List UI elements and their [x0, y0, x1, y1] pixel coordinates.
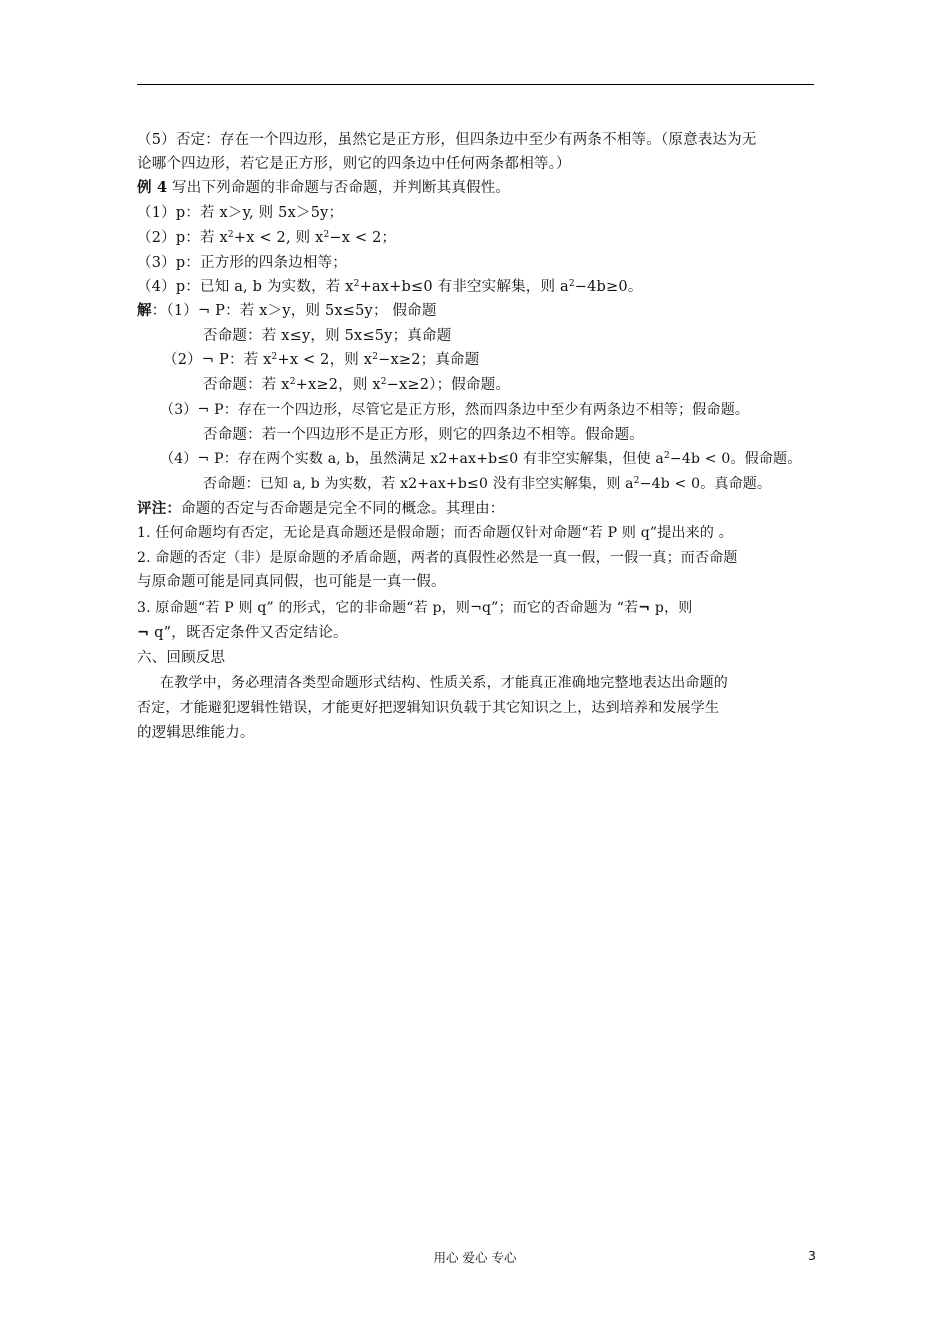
text-span: 六、回顾反思 [137, 650, 226, 666]
text-span: p，则 [650, 600, 693, 616]
text-span: +x < 2, 则 x [233, 230, 324, 246]
superscript: 2 [353, 279, 360, 289]
comment-label: 评注： [137, 500, 182, 517]
text-span: +x < 2，则 x [277, 352, 373, 368]
text-line [137, 546, 738, 570]
text-line [203, 324, 451, 348]
text-span: （4）p：已知 a, b 为实数，若 x [137, 279, 354, 295]
text-span: −x≥2；真命题 [378, 352, 480, 368]
text-line [203, 423, 644, 447]
text-span: 否命题：若 x [203, 377, 290, 393]
text-span: 否命题：若一个四边形不是正方形，则它的四条边不相等。假命题。 [203, 427, 644, 443]
superscript: 2 [633, 476, 640, 486]
text-span: +x≥2，则 x [295, 377, 381, 393]
text-span: 在教学中，务必理清各类型命题形式结构、性质关系，才能真正准确地完整地表达出命题的 [160, 675, 728, 691]
superscript: 2 [289, 377, 296, 387]
negation-symbol: ¬ [137, 625, 150, 641]
text-span: q”，既否定条件又否定结论。 [149, 625, 348, 641]
text-span: 1. 任何命题均有否定，无论是真命题还是假命题；而否命题仅针对命题“若 P 则 q”提出来的 。 [137, 525, 733, 541]
text-span: −4b < 0。真命题。 [639, 476, 772, 492]
header-rule [137, 84, 814, 85]
superscript: 2 [271, 352, 278, 362]
text-line [137, 721, 255, 745]
text-line [137, 251, 347, 275]
text-span: （3）¬ P：存在一个四边形，尽管它是正方形，然而四条边中至少有两条边不相等；假命题。 [160, 402, 750, 418]
page-number: 3 [808, 1248, 816, 1263]
section-heading [137, 646, 225, 670]
text-span: （1）p：若 x＞y, 则 5x＞5y； [137, 205, 344, 221]
text-span: 3. 原命题“若 P 则 q” 的形式，它的非命题“若 p，则¬q”；而它的否命题为 “若 [137, 600, 639, 616]
text-line [137, 696, 719, 720]
text-span: ：（1）¬ P：若 x＞y，则 5x≤5y； 假命题 [151, 303, 437, 319]
solution-label: 解 [137, 302, 152, 319]
text-span: −4b≥0。 [574, 279, 643, 295]
superscript: 2 [323, 230, 330, 240]
text-span: +ax+b≤0 有非空实解集，则 a [359, 279, 569, 295]
text-span: 的逻辑思维能力。 [137, 725, 255, 741]
text-span: 论哪个四边形，若它是正方形，则它的四条边中任何两条都相等。） [137, 156, 571, 172]
page-footer: 用心 爱心 专心 [433, 1250, 517, 1265]
text-span: 否命题：若 x≤y，则 5x≤5y；真命题 [203, 328, 452, 344]
text-line [137, 275, 643, 299]
example-label: 例 4 [137, 179, 168, 196]
superscript: 2 [663, 451, 670, 461]
text-line [137, 621, 348, 645]
text-span: −x≥2）；假命题。 [386, 377, 511, 393]
text-span: 2. 命题的否定（非）是原命题的矛盾命题，两者的真假性必然是一真一假，一假一真；而否命题 [137, 550, 738, 566]
example-heading [137, 176, 510, 200]
text-span: −4b < 0。假命题。 [669, 451, 802, 467]
superscript: 2 [568, 279, 575, 289]
text-span: （3）p：正方形的四条边相等； [137, 255, 348, 271]
text-line [137, 596, 693, 620]
text-span: （2）¬ P：若 x [163, 352, 272, 368]
text-line [137, 152, 571, 176]
text-line [137, 201, 343, 225]
text-span: −x < 2； [329, 230, 397, 246]
text-line [203, 373, 510, 397]
text-line [137, 128, 757, 152]
text-span: 写出下列命题的非命题与否命题，并判断其真假性。 [167, 180, 511, 196]
text-span: （5）否定：存在一个四边形，虽然它是正方形，但四条边中至少有两条不相等。（原意表达为无 [137, 132, 757, 148]
text-line [163, 348, 479, 372]
superscript: 2 [227, 230, 234, 240]
text-span: 命题的否定与否命题是完全不同的概念。其理由： [181, 501, 505, 517]
comment-heading [137, 497, 505, 521]
text-span: 否命题：已知 a, b 为实数，若 x2+ax+b≤0 没有非空实解集，则 a [203, 476, 634, 492]
text-line [160, 398, 749, 422]
solution-heading [137, 299, 437, 323]
text-line [160, 671, 728, 695]
text-line [160, 447, 801, 471]
superscript: 2 [372, 352, 379, 362]
superscript: 2 [380, 377, 387, 387]
text-span: 否定，才能避犯逻辑性错误，才能更好把逻辑知识负载于其它知识之上，达到培养和发展学生 [137, 700, 720, 716]
negation-symbol: ¬ [638, 600, 651, 616]
text-span: 与原命题可能是同真同假，也可能是一真一假。 [137, 574, 446, 590]
text-line [137, 570, 446, 594]
text-line [137, 226, 396, 250]
text-span: （2）p：若 x [137, 230, 228, 246]
text-span: （4）¬ P：存在两个实数 a, b，虽然满足 x2+ax+b≤0 有非空实解集，但使 a [160, 451, 664, 467]
text-line [137, 521, 733, 545]
text-line [203, 472, 771, 496]
